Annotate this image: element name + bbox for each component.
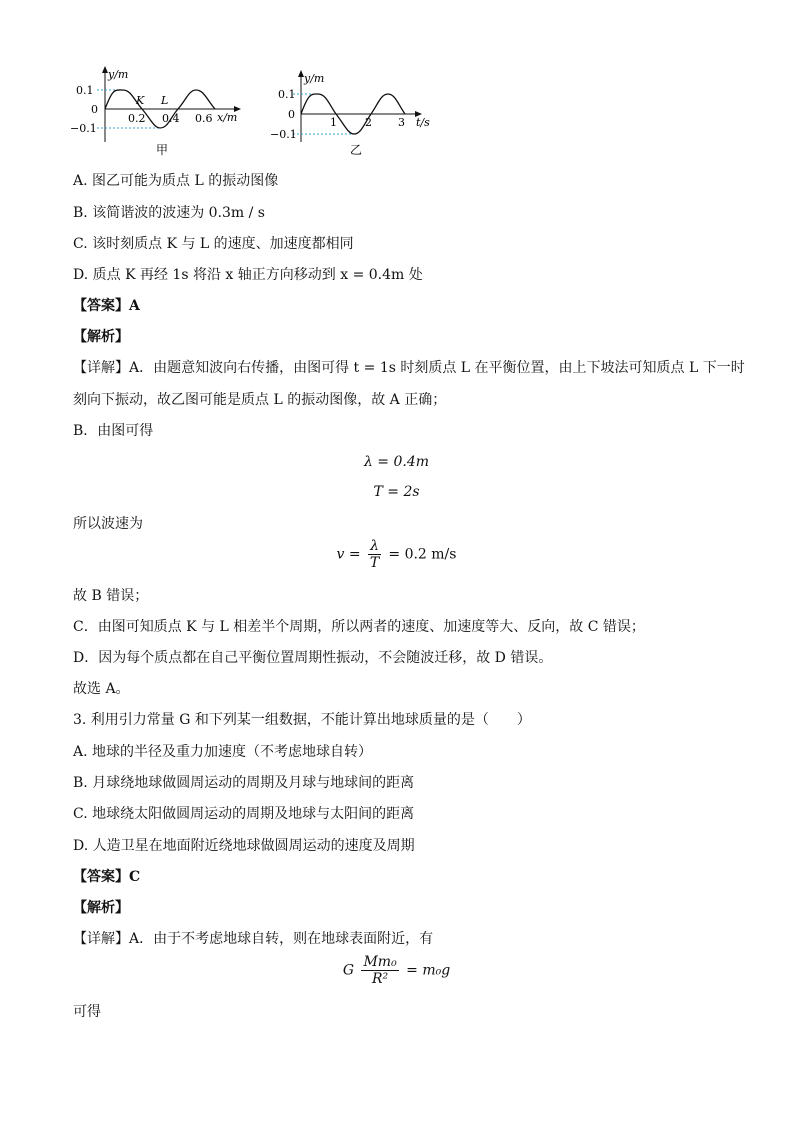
- yi-ytick-zero: 0: [288, 108, 295, 121]
- jia-caption: 甲: [156, 143, 169, 157]
- jia-ytick-top: 0.1: [76, 84, 94, 97]
- eq-gravity-rhs: = m₀g: [406, 962, 451, 979]
- q2-so-speed: 所以波速为: [73, 516, 143, 532]
- eq-gravity-fraction: [361, 954, 398, 987]
- figure-yi-vibration-graph: [268, 68, 438, 160]
- q3-option-b: B. 月球绕地球做圆周运动的周期及月球与地球间的距离: [73, 775, 415, 791]
- yi-ytick-bottom: −0.1: [270, 128, 297, 141]
- eq-period: T = 2s: [373, 484, 420, 500]
- yi-caption: 乙: [350, 143, 363, 157]
- jia-xtick-2: 0.4: [162, 112, 180, 125]
- eq-v-denominator: T: [369, 555, 380, 571]
- yi-y-label: y/m: [304, 72, 325, 85]
- q2-detail-line-2: 刻向下振动，故乙图可能是质点 L 的振动图像，故 A 正确；: [73, 392, 447, 408]
- q2-option-a: A. 图乙可能为质点 L 的振动图像: [73, 173, 279, 189]
- jia-xtick-3: 0.6: [195, 112, 213, 125]
- q3-detail-line-1: 【详解】A．由于不考虑地球自转，则在地球表面附近，有: [73, 931, 434, 947]
- q3-analysis-heading: 【解析】: [73, 900, 129, 916]
- eq-gravity-numerator: Mm₀: [363, 954, 397, 970]
- q2-detail-line-1: 【详解】A．由题意知波向右传播，由图可得 t = 1s 时刻质点 L 在平衡位置，由上下坡法可知质点 L 下一时: [73, 360, 745, 376]
- q3-option-c: C. 地球绕太阳做圆周运动的周期及地球与太阳间的距离: [73, 806, 415, 822]
- jia-ytick-bottom: −0.1: [70, 122, 97, 135]
- eq-gravity-denominator: R²: [371, 971, 389, 987]
- eq-v-rhs: = 0.2 m/s: [388, 546, 457, 563]
- yi-x-label: t/s: [416, 116, 430, 129]
- eq-wave-speed: [0, 538, 793, 571]
- eq-gravity: [0, 954, 793, 987]
- jia-xtick-1: 0.2: [128, 112, 146, 125]
- yi-xtick-3: 3: [398, 116, 405, 129]
- q2-option-d: D. 质点 K 再经 1s 将沿 x 轴正方向移动到 x = 0.4m 处: [73, 267, 423, 283]
- yi-xtick-2: 2: [365, 116, 372, 129]
- eq-v-numerator: λ: [370, 538, 379, 554]
- q3-option-d: D. 人造卫星在地面附近绕地球做圆周运动的速度及周期: [73, 838, 415, 854]
- q3-option-a: A. 地球的半径及重力加速度（不考虑地球自转）: [73, 744, 373, 760]
- eq-v-lhs: v =: [336, 546, 361, 563]
- q2-option-b: B. 该简谐波的波速为 0.3m / s: [73, 205, 265, 221]
- q2-choose: 故选 A。: [73, 681, 130, 697]
- q2-d-explanation: D．因为每个质点都在自己平衡位置周期性振动，不会随波迁移，故 D 错误。: [73, 650, 553, 666]
- q2-answer: 【答案】A: [73, 298, 140, 314]
- jia-ytick-zero: 0: [91, 103, 98, 116]
- jia-point-k: K: [136, 94, 145, 107]
- yi-ytick-top: 0.1: [278, 88, 296, 101]
- q2-analysis-heading: 【解析】: [73, 329, 129, 345]
- figure-jia-wave-graph: [62, 62, 252, 160]
- eq-g-const: G: [342, 962, 354, 979]
- jia-y-label: y/m: [108, 68, 129, 81]
- jia-point-l: L: [161, 94, 169, 107]
- jia-x-label: x/m: [217, 111, 238, 124]
- q2-option-c: C. 该时刻质点 K 与 L 的速度、加速度都相同: [73, 236, 354, 252]
- q3-answer: 【答案】C: [73, 869, 141, 885]
- q3-can-get: 可得: [73, 1004, 101, 1020]
- yi-xtick-1: 1: [330, 116, 337, 129]
- eq-v-fraction: [368, 538, 381, 571]
- q2-b-intro: B．由图可得: [73, 423, 154, 439]
- q2-c-explanation: C．由图可知质点 K 与 L 相差半个周期，所以两者的速度、加速度等大、反向，故 C 错误；: [73, 619, 645, 635]
- q2-b-wrong: 故 B 错误；: [73, 588, 149, 604]
- eq-lambda: λ = 0.4m: [363, 454, 430, 470]
- q3-stem: 3. 利用引力常量 G 和下列某一组数据，不能计算出地球质量的是（ ）: [73, 712, 531, 728]
